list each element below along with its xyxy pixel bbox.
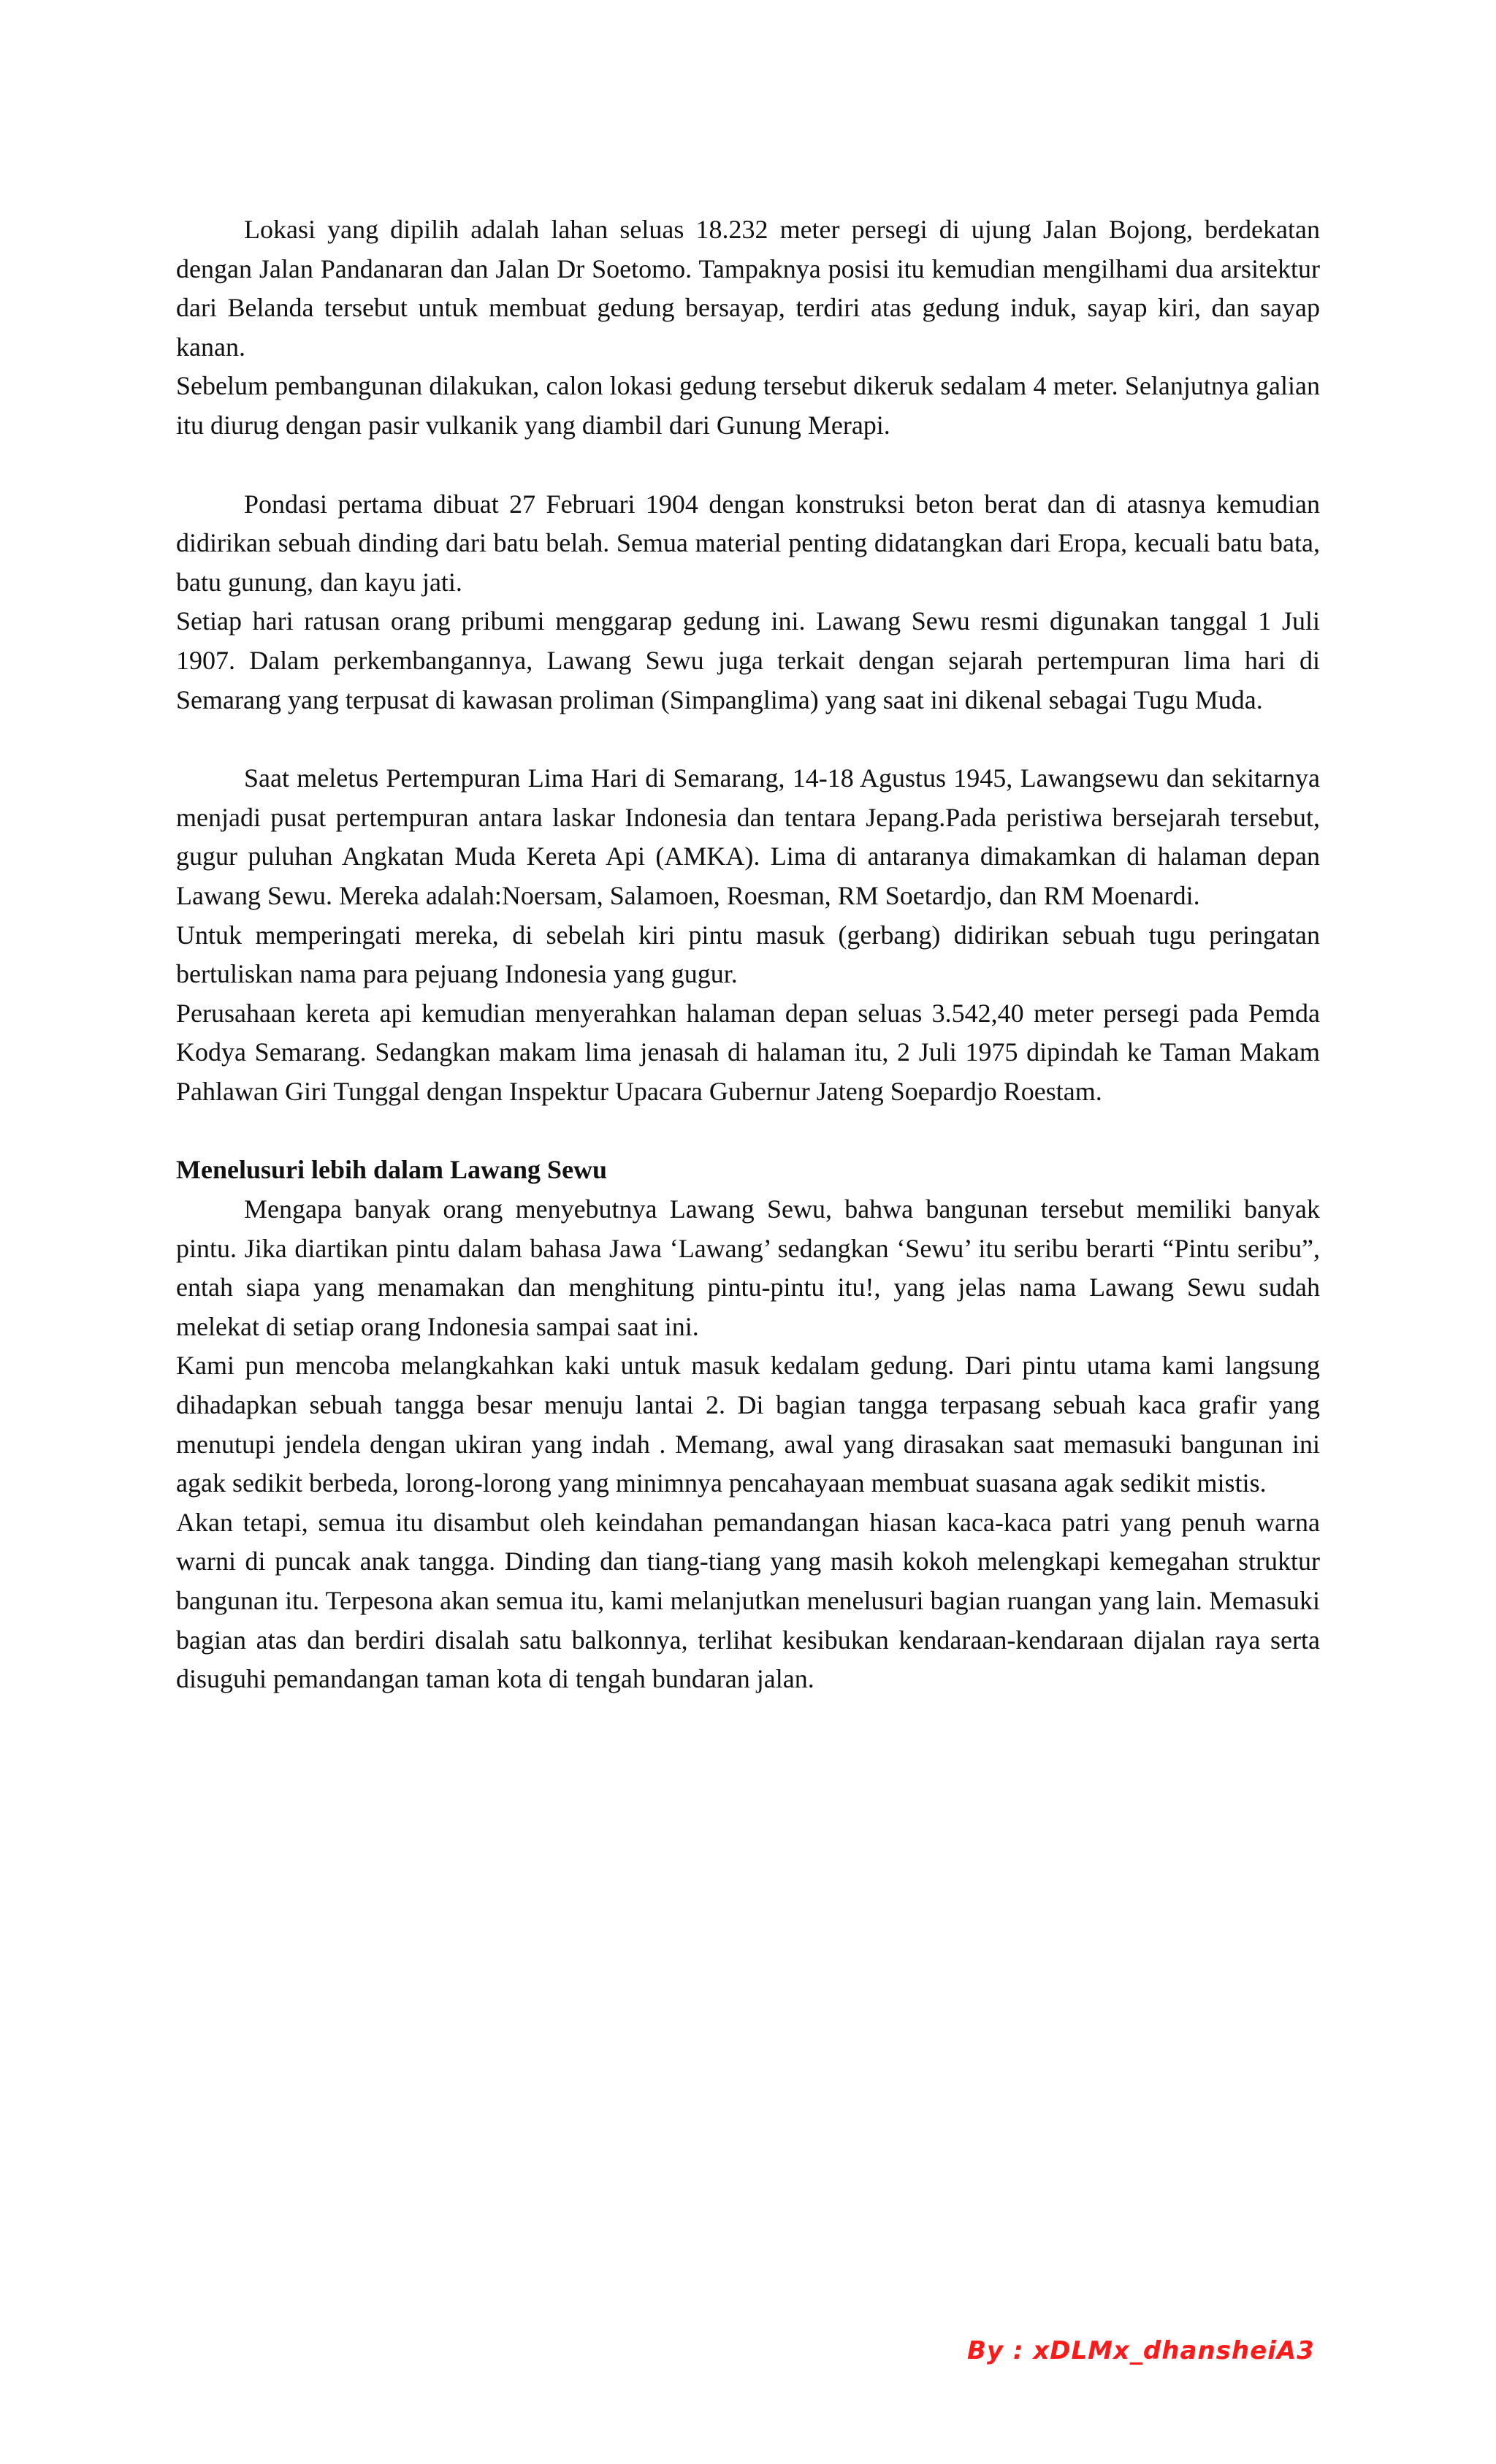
paragraph: Saat meletus Pertempuran Lima Hari di Semarang, 14-18 Agustus 1945, Lawangsewu dan sekitarnya menjadi pusat pertempuran antara laskar Indonesia dan tentara Jepang.Pada peristiwa bersejarah tersebut, gugur puluhan Angkatan Muda Kereta Api (AMKA). Lima di antaranya dimakamkan di halaman depan Lawang Sewu. Mereka adalah:Noersam, Salamoen, Roesman, RM Soetardjo, dan RM Moenardi. [176,763,1320,910]
paragraph: Perusahaan kereta api kemudian menyerahkan halaman depan seluas 3.542,40 meter persegi pada Pemda Kodya Semarang. Sedangkan makam lima jenasah di halaman itu, 2 Juli 1975 dipindah ke Taman Makam Pahlawan Giri Tunggal dengan Inspektur Upacara Gubernur Jateng Soepardjo Roestam. [176,998,1320,1106]
paragraph: Untuk memperingati mereka, di sebelah kiri pintu masuk (gerbang) didirikan sebuah tugu peringatan bertuliskan nama para pejuang Indonesia yang gugur. [176,920,1320,989]
paragraph-gap [176,1111,1320,1151]
paragraph-gap [176,720,1320,759]
paragraph: Pondasi pertama dibuat 27 Februari 1904 dengan konstruksi beton berat dan di atasnya kemudian didirikan sebuah dinding dari batu belah. Semua material penting didatangkan dari Eropa, kecuali batu bata, batu gunung, dan kayu jati. [176,489,1320,597]
section-explore [176,1151,1320,1698]
paragraph: Setiap hari ratusan orang pribumi menggarap gedung ini. Lawang Sewu resmi digunakan tanggal 1 Juli 1907. Dalam perkembangannya, Lawang Sewu juga terkait dengan sejarah pertempuran lima hari di Semarang yang terpusat di kawasan proliman (Simpanglima) yang saat ini dikenal sebagai Tugu Muda. [176,606,1320,714]
paragraph-gap [176,446,1320,485]
paragraph: Sebelum pembangunan dilakukan, calon lokasi gedung tersebut dikeruk sedalam 4 meter. Selanjutnya galian itu diurug dengan pasir vulkanik yang diambil dari Gunung Merapi. [176,371,1320,440]
section-location [176,210,1320,446]
section-battle [176,759,1320,1111]
section-heading: Menelusuri lebih dalam Lawang Sewu [176,1155,608,1185]
paragraph: Akan tetapi, semua itu disambut oleh keindahan pemandangan hiasan kaca-kaca patri yang penuh warna warni di puncak anak tangga. Dinding dan tiang-tiang yang masih kokoh melengkapi kemegahan struktur bangunan itu. Terpesona akan semua itu, kami melanjutkan menelusuri bagian ruangan yang lain. Memasuki bagian atas dan berdiri disalah satu balkonnya, terlihat kesibukan kendaraan-kendaraan dijalan raya serta disuguhi pemandangan taman kota di tengah bundaran jalan. [176,1507,1320,1694]
author-signature: By : xDLMx_dhansheiA3 [967,2336,1315,2365]
section-foundation [176,485,1320,720]
paragraph: Mengapa banyak orang menyebutnya Lawang Sewu, bahwa bangunan tersebut memiliki banyak pintu. Jika diartikan pintu dalam bahasa Jawa ‘Lawang’ sedangkan ‘Sewu’ itu seribu berarti “Pintu seribu”, entah siapa yang menamakan dan menghitung pintu-pintu itu!, yang jelas nama Lawang Sewu sudah melekat di setiap orang Indonesia sampai saat ini. [176,1194,1320,1341]
paragraph: Kami pun mencoba melangkahkan kaki untuk masuk kedalam gedung. Dari pintu utama kami langsung dihadapkan sebuah tangga besar menuju lantai 2. Di bagian tangga terpasang sebuah kaca grafir yang menutupi jendela dengan ukiran yang indah . Memang, awal yang dirasakan saat memasuki bangunan ini agak sedikit berbeda, lorong-lorong yang minimnya pencahayaan membuat suasana agak sedikit mistis. [176,1351,1320,1498]
paragraph: Lokasi yang dipilih adalah lahan seluas 18.232 meter persegi di ujung Jalan Bojong, berdekatan dengan Jalan Pandanaran dan Jalan Dr Soetomo. Tampaknya posisi itu kemudian mengilhami dua arsitektur dari Belanda tersebut untuk membuat gedung bersayap, terdiri atas gedung induk, sayap kiri, dan sayap kanan. [176,215,1320,362]
document-body [176,210,1320,1699]
